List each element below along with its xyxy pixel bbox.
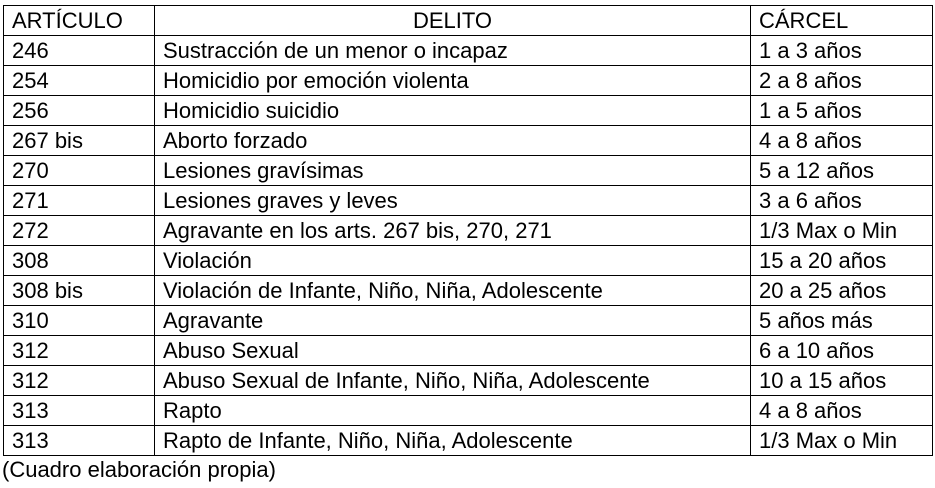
table-row bbox=[4, 426, 933, 456]
cell-articulo: 267 bis bbox=[4, 126, 155, 156]
cell-delito: Violación bbox=[155, 246, 751, 276]
cell-carcel: 3 a 6 años bbox=[751, 186, 933, 216]
cell-carcel: 1/3 Max o Min bbox=[751, 216, 933, 246]
table-row bbox=[4, 216, 933, 246]
table-row bbox=[4, 246, 933, 276]
cell-delito: Violación de Infante, Niño, Niña, Adolescente bbox=[155, 276, 751, 306]
table-header-row bbox=[4, 6, 933, 36]
cell-carcel: 5 años más bbox=[751, 306, 933, 336]
table-row bbox=[4, 336, 933, 366]
table-row bbox=[4, 66, 933, 96]
header-articulo: ARTÍCULO bbox=[4, 6, 155, 36]
cell-carcel: 15 a 20 años bbox=[751, 246, 933, 276]
cell-delito: Agravante en los arts. 267 bis, 270, 271 bbox=[155, 216, 751, 246]
header-delito: DELITO bbox=[155, 6, 751, 36]
cell-articulo: 246 bbox=[4, 36, 155, 66]
header-carcel: CÁRCEL bbox=[751, 6, 933, 36]
table-row bbox=[4, 186, 933, 216]
table-row bbox=[4, 96, 933, 126]
cell-articulo: 313 bbox=[4, 426, 155, 456]
cell-carcel: 6 a 10 años bbox=[751, 336, 933, 366]
cell-articulo: 256 bbox=[4, 96, 155, 126]
table-caption: (Cuadro elaboración propia) bbox=[2, 457, 276, 482]
cell-delito: Rapto de Infante, Niño, Niña, Adolescente bbox=[155, 426, 751, 456]
cell-carcel: 1 a 3 años bbox=[751, 36, 933, 66]
cell-delito: Abuso Sexual bbox=[155, 336, 751, 366]
cell-delito: Rapto bbox=[155, 396, 751, 426]
cell-carcel: 20 a 25 años bbox=[751, 276, 933, 306]
cell-carcel: 1/3 Max o Min bbox=[751, 426, 933, 456]
cell-delito: Homicidio suicidio bbox=[155, 96, 751, 126]
cell-articulo: 254 bbox=[4, 66, 155, 96]
cell-articulo: 271 bbox=[4, 186, 155, 216]
cell-carcel: 5 a 12 años bbox=[751, 156, 933, 186]
cell-articulo: 313 bbox=[4, 396, 155, 426]
cell-articulo: 270 bbox=[4, 156, 155, 186]
cell-articulo: 272 bbox=[4, 216, 155, 246]
cell-delito: Sustracción de un menor o incapaz bbox=[155, 36, 751, 66]
cell-delito: Abuso Sexual de Infante, Niño, Niña, Adolescente bbox=[155, 366, 751, 396]
cell-articulo: 308 bbox=[4, 246, 155, 276]
cell-delito: Lesiones gravísimas bbox=[155, 156, 751, 186]
cell-carcel: 4 a 8 años bbox=[751, 396, 933, 426]
table-row bbox=[4, 156, 933, 186]
cell-articulo: 310 bbox=[4, 306, 155, 336]
cell-carcel: 10 a 15 años bbox=[751, 366, 933, 396]
cell-carcel: 4 a 8 años bbox=[751, 126, 933, 156]
table-row bbox=[4, 36, 933, 66]
table-row bbox=[4, 366, 933, 396]
table-row bbox=[4, 306, 933, 336]
cell-delito: Homicidio por emoción violenta bbox=[155, 66, 751, 96]
table-row bbox=[4, 276, 933, 306]
cell-delito: Lesiones graves y leves bbox=[155, 186, 751, 216]
penalties-table bbox=[3, 5, 933, 456]
cell-articulo: 308 bis bbox=[4, 276, 155, 306]
cell-delito: Agravante bbox=[155, 306, 751, 336]
cell-delito: Aborto forzado bbox=[155, 126, 751, 156]
table-row bbox=[4, 396, 933, 426]
cell-articulo: 312 bbox=[4, 366, 155, 396]
cell-carcel: 2 a 8 años bbox=[751, 66, 933, 96]
cell-articulo: 312 bbox=[4, 336, 155, 366]
table-row bbox=[4, 126, 933, 156]
cell-carcel: 1 a 5 años bbox=[751, 96, 933, 126]
